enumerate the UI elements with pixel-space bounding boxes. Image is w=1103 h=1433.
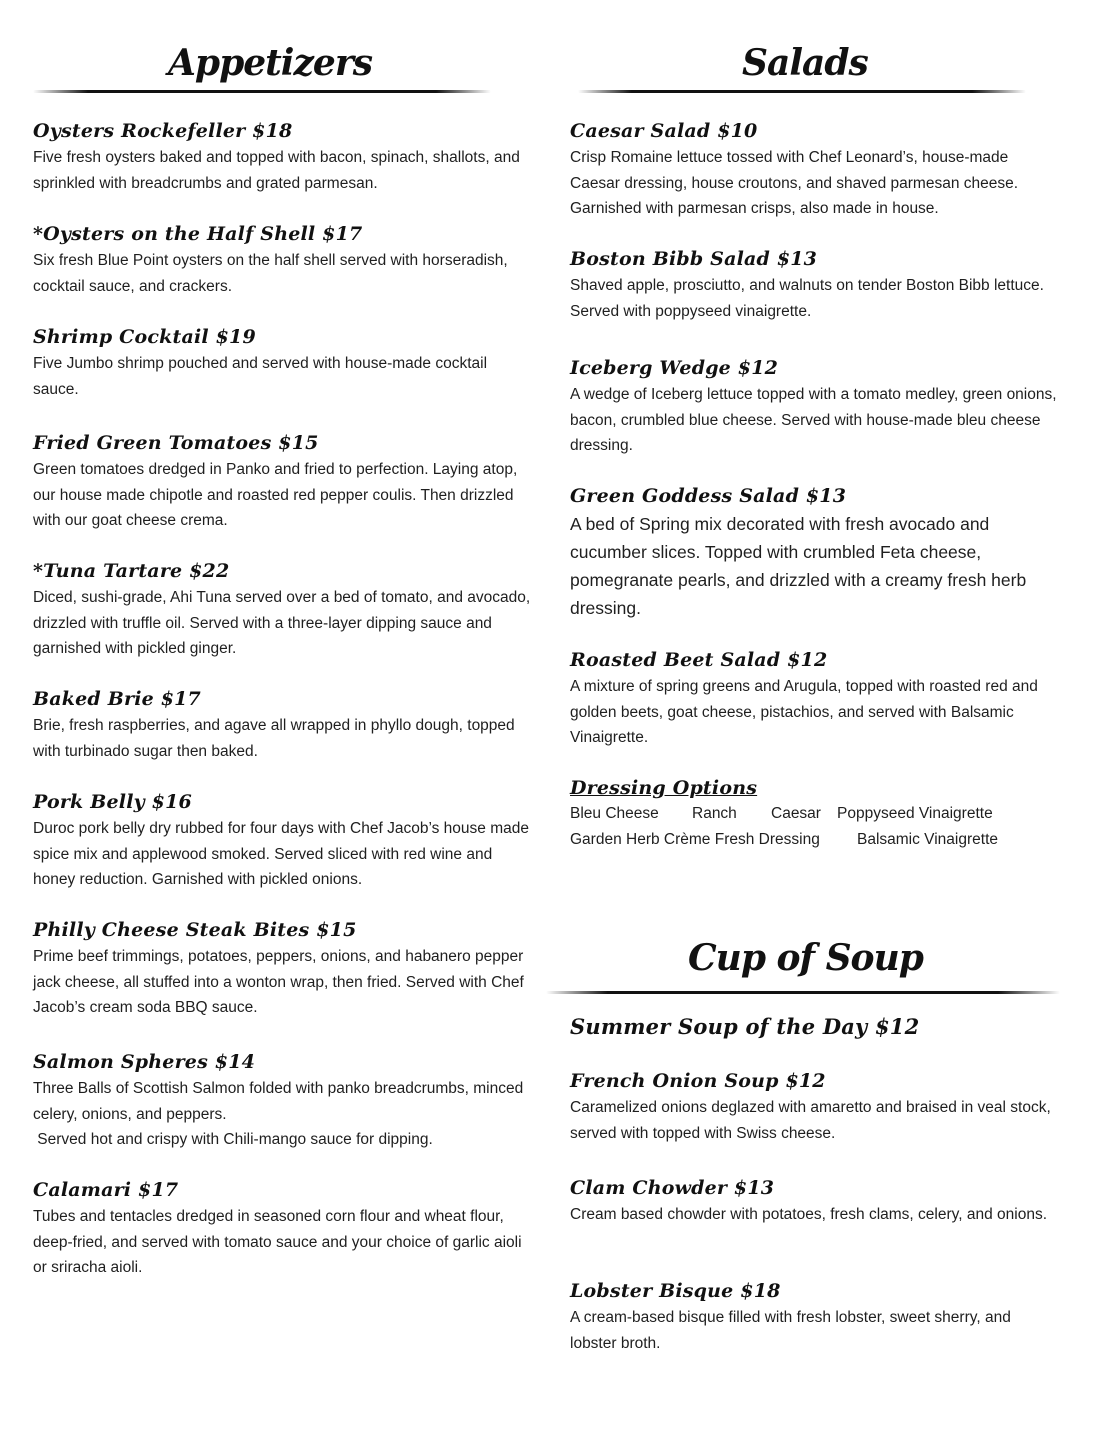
item-description: Shaved apple, prosciutto, and walnuts on tender Boston Bibb lettuce. Served with poppyseed vinaigrette. [570, 277, 1044, 320]
item-name: Philly Cheese Steak Bites $15 [33, 919, 357, 941]
item-description: Served hot and crispy with Chili-mango sauce for dipping. [33, 1131, 433, 1149]
item-description: Crisp Romaine lettuce tossed with Chef Leonard’s, house-made Caesar dressing, house croutons, and shaved parmesan cheese. Garnished with parmesan crisps, also made in house. [570, 149, 1019, 218]
menu-item [33, 221, 533, 299]
item-description: Tubes and tentacles dredged in seasoned corn flour and wheat flour, deep-fried, and served with tomato sauce and your choice of garlic aioli or sriracha aioli. [33, 1208, 522, 1277]
dressing-option: Garden Herb Crème Fresh Dressing [570, 831, 820, 848]
item-description: A mixture of spring greens and Arugula, topped with roasted red and golden beets, goat cheese, pistachios, and served with Balsamic Vinaigrette. [570, 678, 1038, 747]
item-description: Three Balls of Scottish Salmon folded with panko breadcrumbs, minced celery, onions, and peppers. [33, 1080, 524, 1123]
appetizers-title: Appetizers [168, 42, 373, 84]
item-description: Five Jumbo shrimp pouched and served with house-made cocktail sauce. [33, 355, 488, 398]
item-description: Duroc pork belly dry rubbed for four days with Chef Jacob’s house made spice mix and applewood smoked. Served sliced with red wine and honey reduction. Garnished with pickled onions. [33, 820, 529, 889]
menu-item [570, 483, 1060, 622]
dressing-option: Bleu Cheese [570, 805, 659, 822]
dressing-row [570, 801, 1060, 827]
item-name: Baked Brie $17 [33, 688, 201, 710]
dressing-option: Caesar [771, 805, 821, 822]
item-name: *Oysters on the Half Shell $17 [33, 223, 363, 245]
item-name: Clam Chowder $13 [570, 1177, 775, 1199]
item-name: Fried Green Tomatoes $15 [33, 432, 319, 454]
item-name: Pork Belly $16 [33, 791, 192, 813]
item-description: Green tomatoes dredged in Panko and fried to perfection. Laying atop, our house made chipotle and roasted red pepper coulis. Then drizzled with our goat cheese crema. [33, 461, 518, 530]
soup-title: Cup of Soup [688, 937, 923, 979]
menu-item [570, 355, 1060, 459]
item-name: French Onion Soup $12 [570, 1070, 826, 1092]
item-description: Caramelized onions deglazed with amaretto and braised in veal stock, served with topped with Swiss cheese. [570, 1099, 1051, 1142]
item-description: A cream-based bisque filled with fresh lobster, sweet sherry, and lobster broth. [570, 1309, 1011, 1352]
dressing-row [570, 827, 1060, 853]
menu-item [33, 686, 533, 764]
menu-item [570, 1012, 1060, 1042]
item-name: Calamari $17 [33, 1179, 179, 1201]
dressing-options-title: Dressing Options [570, 777, 758, 799]
menu-item [570, 647, 1060, 751]
menu-item [33, 789, 533, 893]
dressing-option: Poppyseed Vinaigrette [837, 805, 993, 822]
menu-item [570, 118, 1060, 222]
item-description: Five fresh oysters baked and topped with bacon, spinach, shallots, and sprinkled with breadcrumbs and grated parmesan. [33, 149, 520, 192]
item-description: A wedge of Iceberg lettuce topped with a tomato medley, green onions, bacon, crumbled blue cheese. Served with house-made bleu cheese dressing. [570, 386, 1057, 455]
item-description: Prime beef trimmings, potatoes, peppers, onions, and habanero pepper jack cheese, all stuffed into a wonton wrap, then fried. Served with Chef Jacob’s cream soda BBQ sauce. [33, 948, 524, 1017]
item-description: A bed of Spring mix decorated with fresh avocado and cucumber slices. Topped with crumbled Feta cheese, pomegranate pearls, and drizzled with a creamy fresh herb dressing. [570, 514, 1027, 618]
dressing-option: Balsamic Vinaigrette [857, 831, 999, 848]
item-description: Brie, fresh raspberries, and agave all wrapped in phyllo dough, topped with turbinado sugar then baked. [33, 717, 515, 760]
item-name: Shrimp Cocktail $19 [33, 326, 256, 348]
menu-item [570, 1278, 1060, 1356]
item-name: Summer Soup of the Day $12 [570, 1014, 920, 1039]
item-name: Lobster Bisque $18 [570, 1280, 781, 1302]
item-name: Green Goddess Salad $13 [570, 485, 847, 507]
menu-item [33, 1049, 533, 1153]
dressing-options [570, 775, 1060, 853]
item-name: Caesar Salad $10 [570, 120, 758, 142]
menu-item [570, 1068, 1060, 1146]
salads-title: Salads [742, 42, 868, 84]
menu-item [570, 246, 1060, 324]
item-name: Iceberg Wedge $12 [570, 357, 779, 379]
menu-item [33, 1177, 533, 1281]
menu-item [570, 1175, 1060, 1228]
item-name: Roasted Beet Salad $12 [570, 649, 828, 671]
salads-divider [578, 90, 1026, 93]
menu-item [33, 917, 533, 1021]
item-name: *Tuna Tartare $22 [33, 560, 230, 582]
item-description: Six fresh Blue Point oysters on the half shell served with horseradish, cocktail sauce, and crackers. [33, 252, 508, 295]
menu-item [33, 324, 533, 402]
item-name: Salmon Spheres $14 [33, 1051, 256, 1073]
menu-item [33, 558, 533, 662]
menu-item [33, 118, 533, 196]
soup-divider [546, 991, 1060, 994]
item-description: Cream based chowder with potatoes, fresh clams, celery, and onions. [570, 1206, 1048, 1223]
item-name: Oysters Rockefeller $18 [33, 120, 293, 142]
item-name: Boston Bibb Salad $13 [570, 248, 818, 270]
menu-item [33, 430, 533, 534]
item-description: Diced, sushi-grade, Ahi Tuna served over a bed of tomato, and avocado, drizzled with truffle oil. Served with a three-layer dipping sauce and garnished with pickled ginger. [33, 589, 531, 658]
appetizers-divider [33, 90, 491, 93]
dressing-option: Ranch [692, 805, 737, 822]
